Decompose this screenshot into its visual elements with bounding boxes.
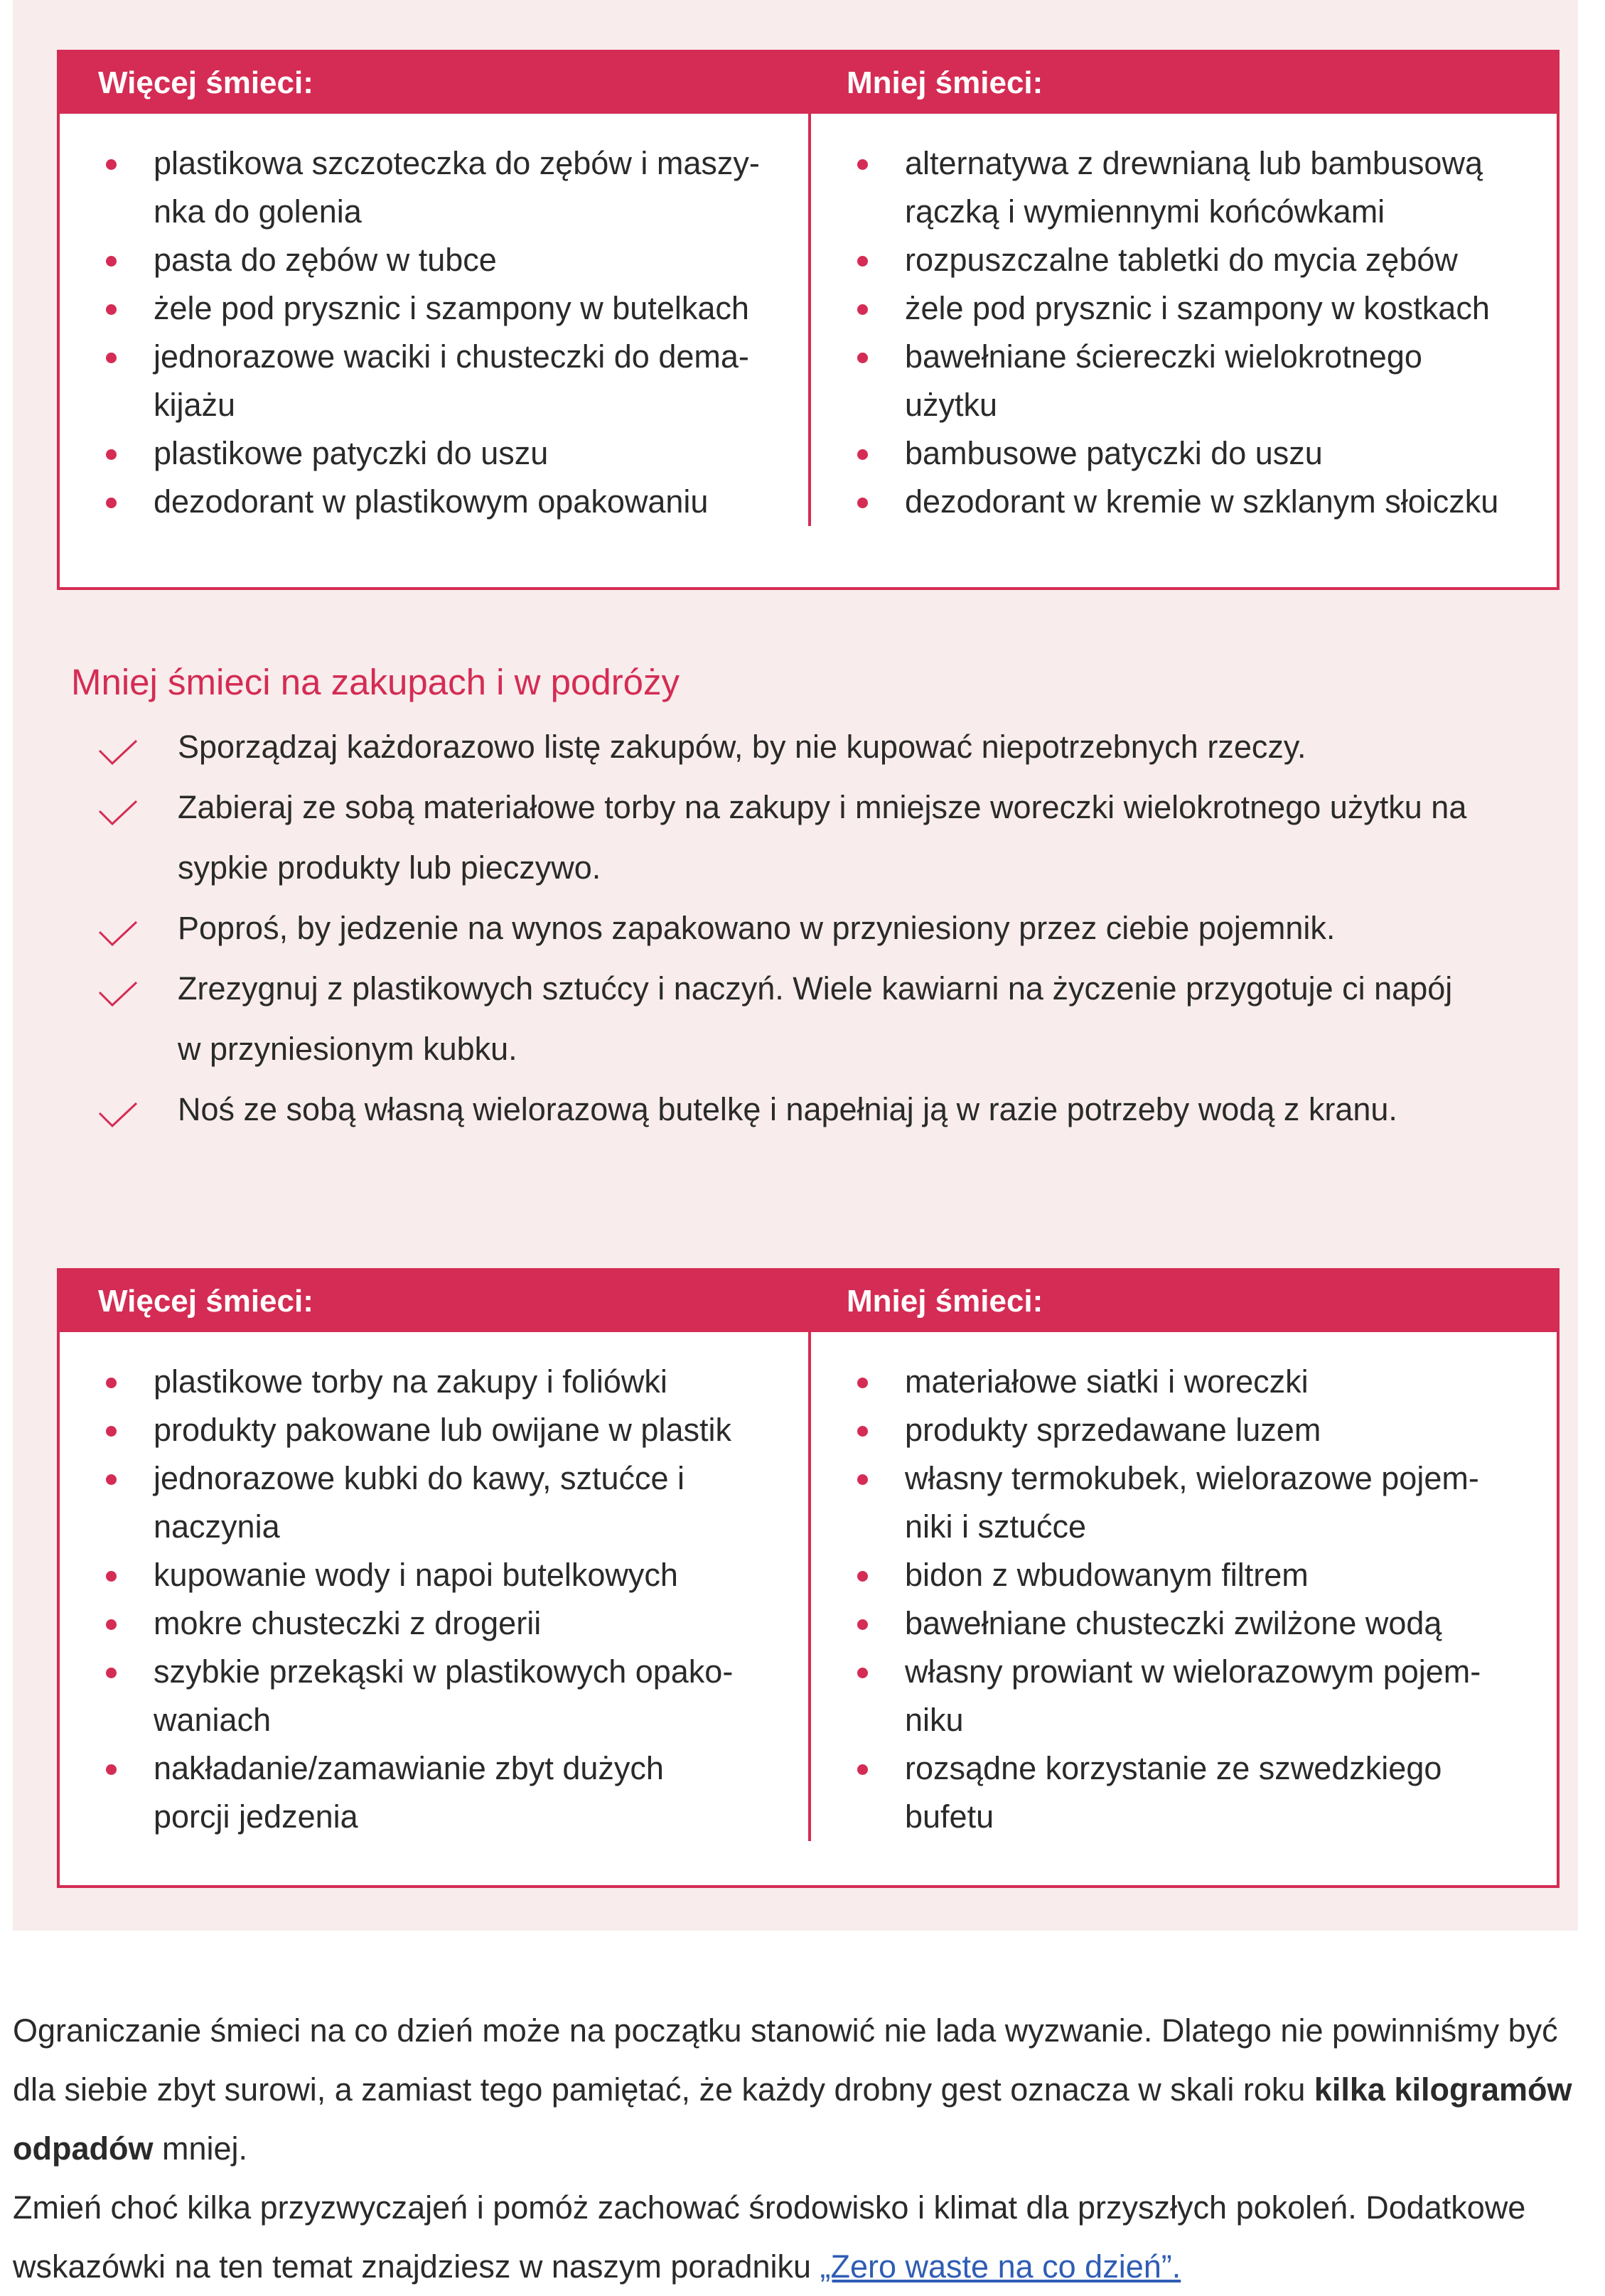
dot-bullet-icon <box>106 1764 117 1775</box>
dot-bullet-icon <box>857 1619 868 1630</box>
paragraph-text: Ograniczanie śmieci na co dzień może na początku stanowić nie lada wyzwanie. Dlatego nie powinniśmy być dla siebie zbyt surowi, a zamiast tego pamiętać, że każdy drobny gest oznacza w skali roku <box>13 2012 1558 2108</box>
table-body-row <box>60 114 1557 526</box>
list-item <box>849 1744 1528 1841</box>
guide-link[interactable]: „Zero waste na co dzień”. <box>820 2248 1181 2285</box>
dot-bullet-icon <box>857 1426 868 1437</box>
emphasis-text: kilka kilogramów odpadów <box>13 2071 1572 2167</box>
dot-bullet-icon <box>106 498 117 508</box>
checkmark-icon <box>98 981 138 1007</box>
closing-text <box>13 2001 1584 2296</box>
dot-bullet-icon <box>106 304 117 315</box>
list-item-text: plastikowe patyczki do uszu <box>154 435 549 471</box>
checkmark-icon <box>98 921 138 946</box>
dot-bullet-icon <box>106 1668 117 1678</box>
list-item <box>849 284 1528 333</box>
list-item <box>849 1454 1528 1551</box>
shopping-travel-checklist <box>71 717 1550 1139</box>
checklist-item <box>71 898 1550 958</box>
list-item <box>849 1599 1528 1648</box>
dot-bullet-icon <box>106 1619 117 1630</box>
list-item-text: produkty pakowane lub owijane w plastik <box>154 1412 731 1448</box>
paragraph-text: mniej. <box>153 2130 248 2167</box>
list-item-text: pasta do zębów w tubce <box>154 242 497 278</box>
dot-bullet-icon <box>857 353 868 363</box>
dot-bullet-icon <box>857 1571 868 1582</box>
list-item <box>849 1358 1528 1406</box>
dot-bullet-icon <box>857 1474 868 1485</box>
checklist-item-text: Sporządzaj każdorazowo listę zakupów, by nie kupować niepotrzebnych rzeczy. <box>178 729 1306 765</box>
checklist-item-text: Poproś, by jedzenie na wynos zapakowano w przyniesiony przez ciebie pojemnik. <box>178 910 1336 946</box>
closing-paragraph-1 <box>13 2001 1584 2178</box>
list-item <box>849 333 1528 429</box>
checklist-item-text: Zrezygnuj z plastikowych sztućcy i naczyń. Wiele kawiarni na życzenie przygotuje ci napój w przyniesionym kubku. <box>178 970 1453 1067</box>
list-item <box>98 139 780 236</box>
header-less-waste: Mniej śmieci: <box>847 1284 1043 1319</box>
table-header-row <box>60 53 1557 114</box>
list-item <box>98 1599 780 1648</box>
tips-panel <box>13 0 1578 1931</box>
list-item <box>98 1551 780 1599</box>
dot-bullet-icon <box>857 1764 868 1775</box>
dot-bullet-icon <box>106 256 117 267</box>
checklist-item-text: Noś ze sobą własną wielorazową butelkę i napełniaj ją w razie potrzeby wodą z kranu. <box>178 1091 1397 1127</box>
header-more-waste: Więcej śmieci: <box>98 65 313 100</box>
list-item <box>98 1744 780 1841</box>
more-waste-list <box>98 139 780 526</box>
list-item-text: plastikowa szczoteczka do zębów i maszy- nka do golenia <box>154 145 760 230</box>
comparison-table-shopping <box>57 1268 1560 1888</box>
less-waste-column <box>808 114 1557 526</box>
dot-bullet-icon <box>106 159 117 170</box>
checklist-item <box>71 717 1550 777</box>
list-item <box>98 429 780 478</box>
list-item-text: kupowanie wody i napoi butelkowych <box>154 1557 678 1593</box>
list-item-text: bawełniane chusteczki zwilżone wodą <box>905 1605 1442 1641</box>
less-waste-list <box>849 139 1528 526</box>
list-item <box>98 236 780 284</box>
checklist-item-text: Zabieraj ze sobą materiałowe torby na zakupy i mniejsze woreczki wielokrotnego użytku na sypkie produkty lub pieczywo. <box>178 789 1467 886</box>
list-item <box>98 333 780 429</box>
more-waste-list <box>98 1358 780 1841</box>
dot-bullet-icon <box>857 304 868 315</box>
checklist-item <box>71 777 1550 898</box>
more-waste-column <box>60 1332 808 1841</box>
header-more-waste: Więcej śmieci: <box>98 1284 313 1319</box>
list-item <box>98 1406 780 1454</box>
checkmark-icon <box>98 739 138 765</box>
dot-bullet-icon <box>106 1378 117 1388</box>
list-item-text: szybkie przekąski w plastikowych opako- waniach <box>154 1653 734 1738</box>
dot-bullet-icon <box>106 1426 117 1437</box>
list-item <box>849 1406 1528 1454</box>
dot-bullet-icon <box>106 353 117 363</box>
list-item-text: alternatywa z drewnianą lub bambusową rączką i wymiennymi końcówkami <box>905 145 1483 230</box>
list-item <box>849 1551 1528 1599</box>
list-item <box>849 139 1528 236</box>
dot-bullet-icon <box>857 159 868 170</box>
dot-bullet-icon <box>857 1378 868 1388</box>
dot-bullet-icon <box>857 498 868 508</box>
list-item-text: dezodorant w plastikowym opakowaniu <box>154 483 709 520</box>
dot-bullet-icon <box>857 256 868 267</box>
list-item-text: własny prowiant w wielorazowym pojem- niku <box>905 1653 1481 1738</box>
closing-paragraph-2 <box>13 2178 1584 2296</box>
list-item-text: jednorazowe kubki do kawy, sztućce i naczynia <box>154 1460 685 1545</box>
checkmark-icon <box>98 1102 138 1127</box>
less-waste-list <box>849 1358 1528 1841</box>
list-item <box>98 478 780 526</box>
list-item-text: rozpuszczalne tabletki do mycia zębów <box>905 242 1458 278</box>
list-item-text: materiałowe siatki i woreczki <box>905 1363 1309 1400</box>
dot-bullet-icon <box>106 449 117 460</box>
list-item-text: żele pod prysznic i szampony w kostkach <box>905 290 1490 326</box>
list-item-text: plastikowe torby na zakupy i foliówki <box>154 1363 667 1400</box>
table-header-row <box>60 1271 1557 1332</box>
list-item <box>98 284 780 333</box>
more-waste-column <box>60 114 808 526</box>
list-item <box>849 1648 1528 1744</box>
paragraph-text: Zmień choć kilka przyzwyczajeń i pomóż zachować środowisko i klimat dla przyszłych pokoleń. Dodatkowe wskazówki na ten temat znajdziesz w naszym poradniku <box>13 2189 1526 2285</box>
dot-bullet-icon <box>106 1571 117 1582</box>
list-item-text: jednorazowe waciki i chusteczki do dema- kijażu <box>154 338 749 423</box>
list-item <box>849 429 1528 478</box>
list-item <box>98 1358 780 1406</box>
less-waste-column <box>808 1332 1557 1841</box>
checkmark-icon <box>98 800 138 825</box>
list-item-text: własny termokubek, wielorazowe pojem- niki i sztućce <box>905 1460 1479 1545</box>
checklist-item <box>71 1079 1550 1139</box>
list-item <box>98 1454 780 1551</box>
table-body-row <box>60 1332 1557 1841</box>
list-item-text: bawełniane ściereczki wielokrotnego użytku <box>905 338 1422 423</box>
list-item-text: bidon z wbudowanym filtrem <box>905 1557 1309 1593</box>
checklist-item <box>71 958 1550 1079</box>
list-item <box>98 1648 780 1744</box>
list-item <box>849 236 1528 284</box>
dot-bullet-icon <box>857 449 868 460</box>
section-title: Mniej śmieci na zakupach i w podróży <box>71 662 680 702</box>
list-item-text: mokre chusteczki z drogerii <box>154 1605 542 1641</box>
list-item-text: nakładanie/zamawianie zbyt dużych porcji jedzenia <box>154 1750 664 1835</box>
dot-bullet-icon <box>106 1474 117 1485</box>
list-item-text: dezodorant w kremie w szklanym słoiczku <box>905 483 1499 520</box>
list-item <box>849 478 1528 526</box>
dot-bullet-icon <box>857 1668 868 1678</box>
comparison-table-hygiene <box>57 50 1560 590</box>
list-item-text: produkty sprzedawane luzem <box>905 1412 1321 1448</box>
list-item-text: rozsądne korzystanie ze szwedzkiego bufetu <box>905 1750 1442 1835</box>
list-item-text: bambusowe patyczki do uszu <box>905 435 1323 471</box>
header-less-waste: Mniej śmieci: <box>847 65 1043 100</box>
list-item-text: żele pod prysznic i szampony w butelkach <box>154 290 749 326</box>
